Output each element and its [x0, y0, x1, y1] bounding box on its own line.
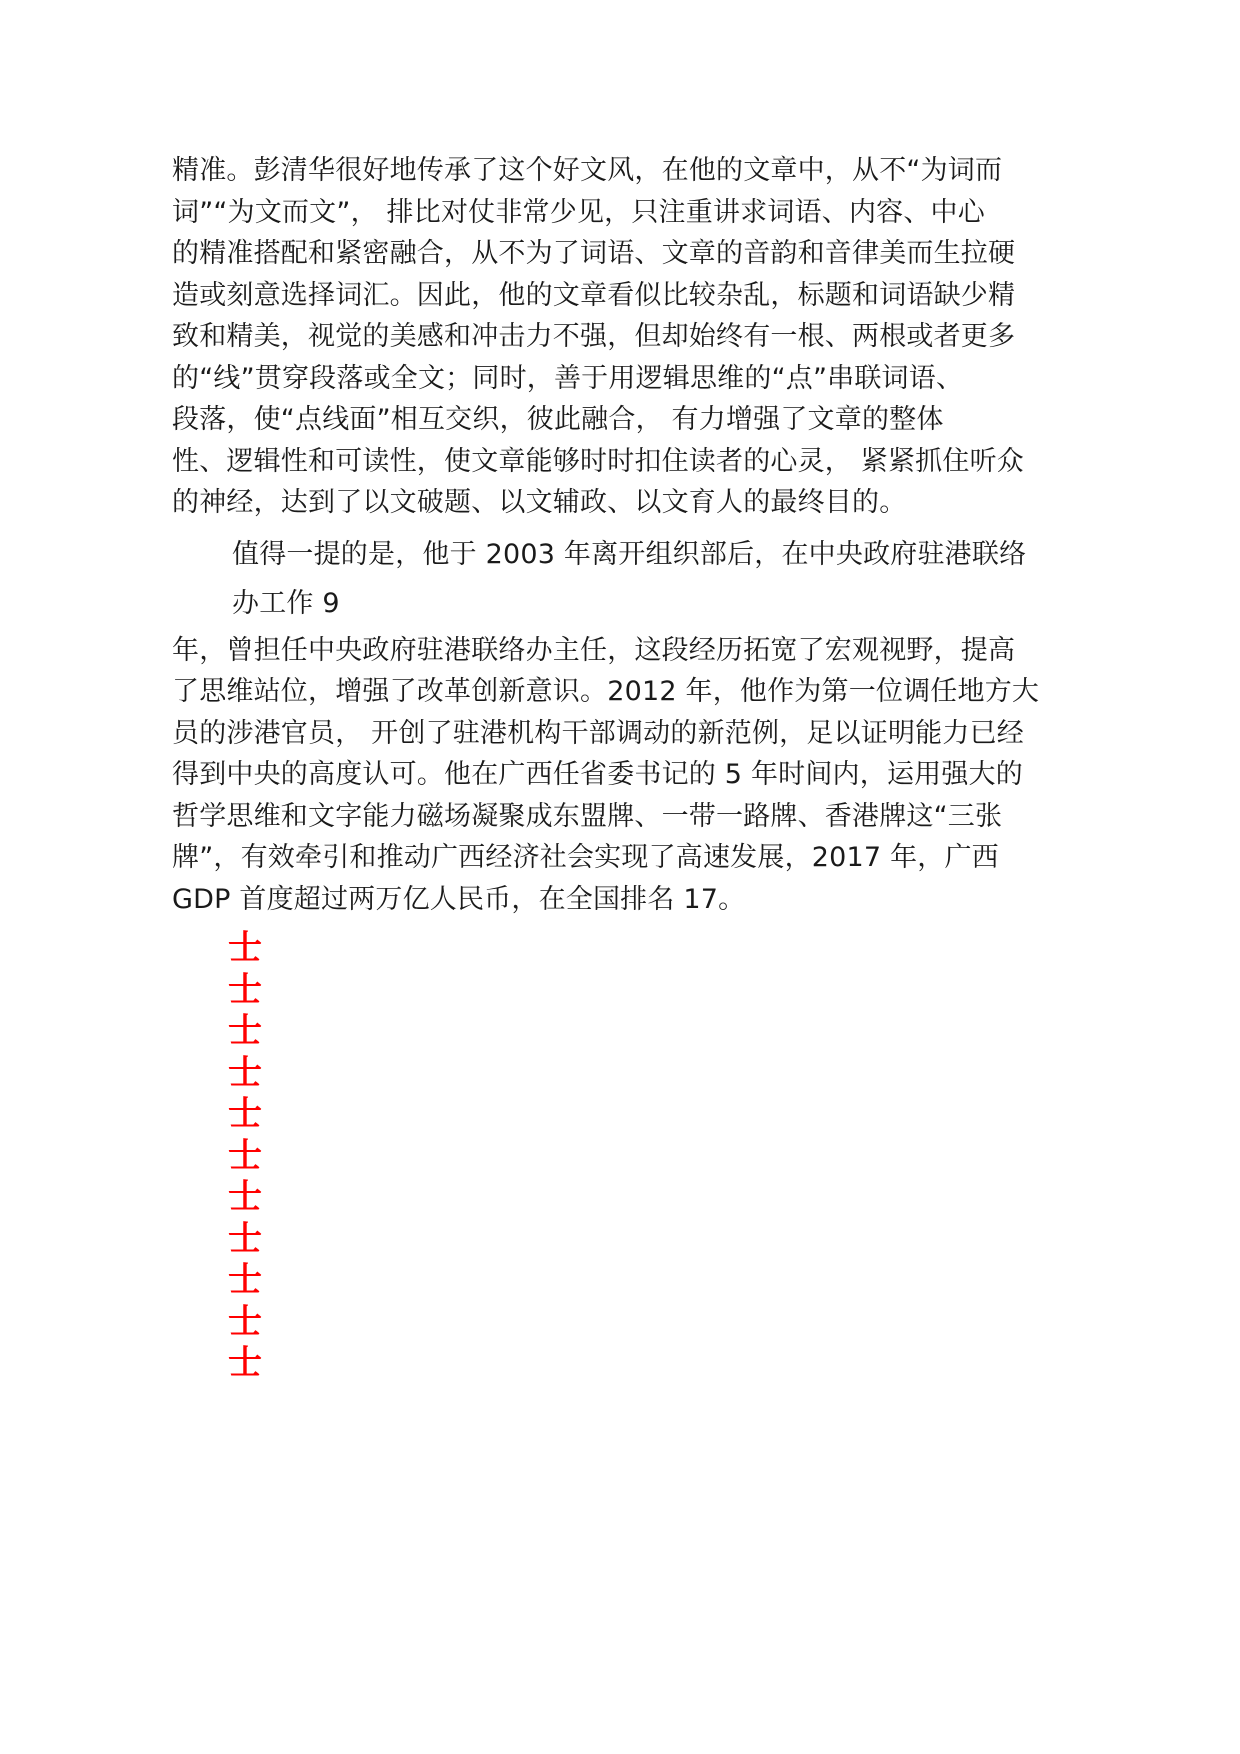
- text-line: 牌”，有效牵引和推动广西经济社会实现了高速发展，2017 年，广西: [172, 842, 999, 873]
- red-mark: 士: [228, 1218, 262, 1259]
- text-line: 造或刻意选择词汇。因此，他的文章看似比较杂乱，标题和词语缺少精: [172, 279, 1016, 311]
- text-line: 段落，使“点线面”相互交织，彼此融合， 有力增强了文章的整体: [172, 404, 944, 435]
- text-line: 的神经，达到了以文破题、以文辅政、以文育人的最终目的。: [172, 487, 907, 518]
- red-mark: 士: [228, 1177, 262, 1217]
- text-line: 致和精美，视觉的美感和冲击力不强，但却始终有一根、两根或者更多: [172, 321, 1016, 352]
- text-line: 得到中央的高度认可。他在广西任省委书记的 5 年时间内，运用强大的: [172, 759, 1023, 790]
- red-mark: 士: [228, 1301, 262, 1342]
- text-line: 词”“为文而文”， 排比对仗非常少见，只注重讲求词语、内容、中心: [172, 196, 985, 228]
- text-line: 精准。彭清华很好地传承了这个好文风，在他的文章中，从不“为词而: [172, 155, 1003, 186]
- text-line: 哲学思维和文字能力磁场凝聚成东盟牌、一带一路牌、香港牌这“三张: [172, 800, 1003, 832]
- text-line: 了思维站位，增强了改革创新意识。2012 年，他作为第一位调任地方大: [172, 676, 1040, 707]
- red-mark: 士: [228, 1094, 262, 1134]
- red-mark: 士: [228, 1260, 262, 1300]
- text-line: 员的涉港官员， 开创了驻港机构干部调动的新范例，足以证明能力已经: [172, 717, 1024, 749]
- red-mark: 士: [228, 1011, 262, 1051]
- red-mark: 士: [228, 1343, 262, 1383]
- text-line-indented: 值得一提的是，他于 2003 年离开组织部后，在中央政府驻港联络: [232, 538, 1027, 570]
- document-body: [172, 150, 1092, 920]
- red-mark-column: [228, 928, 268, 1385]
- red-mark: 士: [228, 1135, 262, 1176]
- text-line: 的精准搭配和紧密融合，从不为了词语、文章的音韵和音律美而生拉硬: [172, 238, 1016, 269]
- text-line: 年，曾担任中央政府驻港联络办主任，这段经历拓宽了宏观视野，提高: [172, 634, 1016, 666]
- red-mark: 士: [228, 969, 262, 1010]
- red-mark: 士: [228, 928, 262, 968]
- text-line: 的“线”贯穿段落或全文；同时，善于用逻辑思维的“点”串联词语、: [172, 362, 964, 394]
- red-mark: 士: [228, 1052, 262, 1093]
- text-line-indented: 办工作 9: [232, 588, 340, 619]
- text-line: GDP 首度超过两万亿人民币，在全国排名 17。: [172, 883, 746, 915]
- text-line: 性、逻辑性和可读性，使文章能够时时扣住读者的心灵， 紧紧抓住听众: [172, 445, 1024, 477]
